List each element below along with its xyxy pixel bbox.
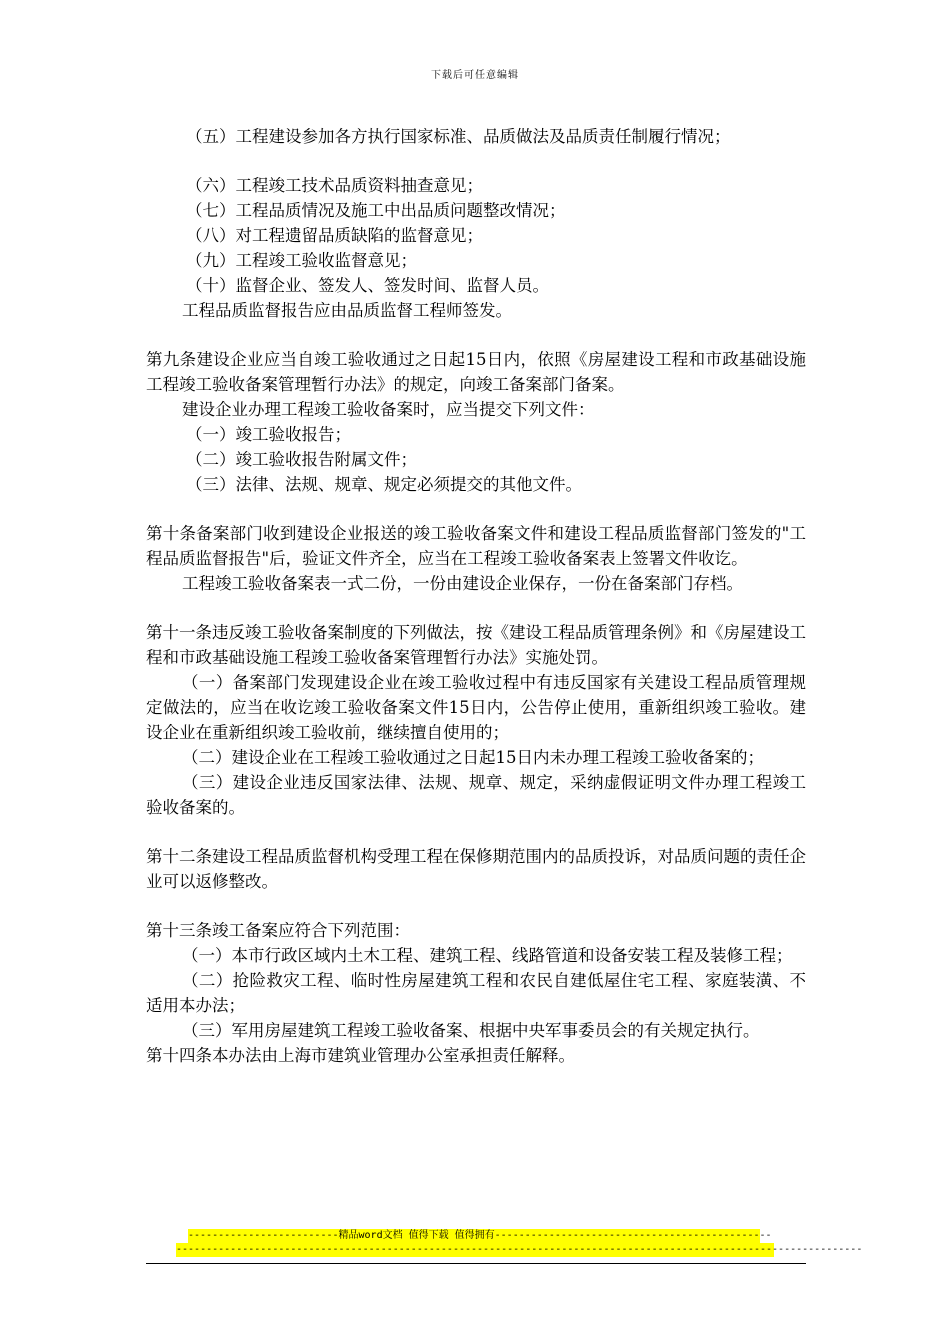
list-item: （七）工程品质情况及施工中出品质问题整改情况； [186,201,566,220]
article-14-text: 第十四条本办法由上海市建筑业管理办公室承担责任解释。 [146,1046,575,1065]
footer-banner-line: -------------------------精品word文档 值得下载 值得拥有---------------------------------------------- [188,1230,772,1241]
paragraph: 工程品质监督报告应由品质监督工程师签发。 [182,301,512,320]
spacer [146,894,806,918]
article-10-text: 第十条备案部门收到建设企业报送的竣工验收备案文件和建设工程品质监督部门签发的"工程品质监督报告"后，验证文件齐全，应当在工程竣工验收备案表上签署文件收讫。 [146,524,806,568]
list-item: （二）竣工验收报告附属文件； [186,450,417,469]
paragraph: 建设企业办理工程竣工验收备案时，应当提交下列文件： [182,400,595,419]
list-item: （一）备案部门发现建设企业在竣工验收过程中有违反国家有关建设工程品质管理规定做法的，应当在收讫竣工验收备案文件15日内，公告停止使用，重新组织竣工验收。建设企业在重新组织竣工验收前，继续擅自使用的； [146,673,806,742]
list-item: （三）军用房屋建筑工程竣工验收备案、根据中央军事委员会的有关规定执行。 [182,1021,760,1040]
paragraph: 工程竣工验收备案表一式二份，一份由建设企业保存，一份在备案部门存档。 [182,574,743,593]
list-item: （十）监督企业、签发人、签发时间、监督人员。 [186,276,549,295]
page-header-note: 下载后可任意编辑 [431,70,519,81]
list-item: （一）竣工验收报告； [186,425,351,444]
list-item: （三）建设企业违反国家法律、法规、规章、规定，采纳虚假证明文件办理工程竣工验收备案的。 [146,773,806,817]
list-item: （一）本市行政区域内土木工程、建筑工程、线路管道和设备安装工程及装修工程； [182,946,793,965]
spacer [146,149,806,173]
list-item: （三）法律、法规、规章、规定必须提交的其他文件。 [186,475,582,494]
footer-banner [176,1229,863,1257]
list-item: （二）抢险救灾工程、临时性房屋建筑工程和农民自建低屋住宅工程、家庭装潢、不适用本办法； [146,971,806,1015]
list-item: （二）建设企业在工程竣工验收通过之日起15日内未办理工程竣工验收备案的； [182,748,764,767]
footer-banner-line: ------------------------------------------------------------------------------------------------------------------ [176,1244,863,1255]
spacer [146,323,806,347]
spacer [146,596,806,620]
article-9-text: 第九条建设企业应当自竣工验收通过之日起15日内，依照《房屋建设工程和市政基础设施工程竣工验收备案管理暂行办法》的规定，向竣工备案部门备案。 [146,350,806,394]
spacer [146,820,806,844]
list-item: （五）工程建设参加各方执行国家标准、品质做法及品质责任制履行情况； [186,127,731,146]
spacer [146,497,806,521]
document-body [146,124,806,1068]
footer-divider [146,1263,806,1264]
list-item: （六）工程竣工技术品质资料抽查意见； [186,176,483,195]
list-item: （九）工程竣工验收监督意见； [186,251,417,270]
list-item: （八）对工程遗留品质缺陷的监督意见； [186,226,483,245]
article-13-text: 第十三条竣工备案应符合下列范围： [146,921,410,940]
article-12-text: 第十二条建设工程品质监督机构受理工程在保修期范围内的品质投诉，对品质问题的责任企业可以返修整改。 [146,847,806,891]
article-11-text: 第十一条违反竣工验收备案制度的下列做法，按《建设工程品质管理条例》和《房屋建设工程和市政基础设施工程竣工验收备案管理暂行办法》实施处罚。 [146,623,806,667]
